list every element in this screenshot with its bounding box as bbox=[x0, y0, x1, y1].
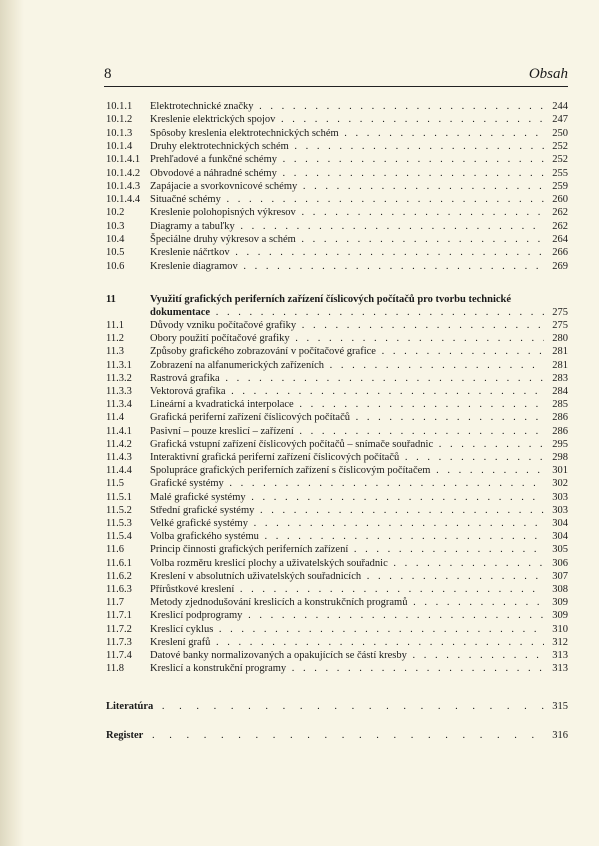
toc-number: 11.3 bbox=[106, 346, 124, 358]
toc-page: 285 bbox=[552, 399, 568, 411]
toc-number: 11.7.3 bbox=[106, 636, 132, 648]
toc-row bbox=[106, 319, 568, 332]
toc-row bbox=[106, 557, 568, 570]
toc-number: 11.6.2 bbox=[106, 570, 132, 582]
toc-page: 313 bbox=[552, 650, 568, 661]
toc-page: 260 bbox=[552, 194, 568, 206]
toc-row bbox=[106, 451, 568, 464]
toc-title: Grafické systémy . . . bbox=[150, 477, 544, 490]
toc-title: Malé grafické systémy . . . bbox=[150, 491, 544, 504]
toc-title: Vektorová grafika . . . bbox=[150, 385, 544, 398]
toc-title: Druhy elektrotechnických schém . . . bbox=[150, 140, 544, 153]
toc-number: 11.3.1 bbox=[106, 359, 132, 371]
toc-title: Volba rozměru kreslicí plochy a uživatelských souřadnic . . . bbox=[150, 557, 544, 570]
toc-row bbox=[106, 385, 568, 398]
toc-row bbox=[106, 477, 568, 490]
toc-row bbox=[106, 530, 568, 543]
toc-row bbox=[106, 609, 568, 622]
toc-title: Prehľadové a funkčné schémy . . . bbox=[150, 153, 544, 166]
toc-row bbox=[106, 464, 568, 477]
toc-title: Situačné schémy . . . bbox=[150, 193, 544, 206]
toc-number: 10.2 bbox=[106, 207, 125, 219]
toc-title: Kreslenie polohopisných výkresov . . . bbox=[150, 206, 544, 219]
toc-row bbox=[106, 167, 568, 180]
toc-page: 305 bbox=[552, 544, 568, 556]
toc-row bbox=[106, 583, 568, 596]
toc-number: 10.1.4 bbox=[106, 140, 133, 152]
toc-title: Přírůstkové kreslení . . . bbox=[150, 583, 544, 596]
toc-row bbox=[106, 180, 568, 193]
toc-page: 255 bbox=[552, 167, 568, 179]
toc-title: Kreslení grafů . . . bbox=[150, 636, 544, 649]
toc-page: 304 bbox=[552, 518, 568, 529]
toc-title: Velké grafické systémy . . . bbox=[150, 517, 544, 530]
toc-row bbox=[106, 345, 568, 358]
chapter-title-line2: dokumentace . . . bbox=[150, 306, 544, 319]
toc-page: 303 bbox=[552, 504, 568, 516]
toc-page: 281 bbox=[552, 359, 568, 371]
toc-number: 10.1.4.4 bbox=[106, 194, 141, 206]
toc-title: Kreslicí podprogramy . . . bbox=[150, 609, 544, 622]
toc-number: 10.5 bbox=[106, 247, 125, 259]
toc-title: Elektrotechnické značky . . . bbox=[150, 100, 544, 113]
toc-number: 10.1.4.2 bbox=[106, 167, 141, 179]
toc-row bbox=[106, 517, 568, 530]
toc-page: 313 bbox=[552, 663, 568, 675]
toc-page: 262 bbox=[552, 220, 568, 232]
toc-title: Obory použití počítačové grafiky . . . bbox=[150, 332, 544, 345]
toc-number: 10.1.1 bbox=[106, 101, 133, 112]
toc-title: Způsoby grafického zobrazování v počítačové grafice . . . bbox=[150, 345, 544, 358]
toc-number: 11.6.3 bbox=[106, 584, 132, 595]
toc-register bbox=[106, 729, 568, 742]
toc-row bbox=[106, 649, 568, 662]
toc-literatura bbox=[106, 700, 568, 713]
toc-row bbox=[106, 662, 568, 675]
toc-title: Střední grafické systémy . . . bbox=[150, 504, 544, 517]
toc-title: Volba grafického systému . . . bbox=[150, 530, 544, 543]
toc-page: 312 bbox=[552, 636, 568, 648]
toc-number: 10.6 bbox=[106, 260, 125, 272]
toc-number: 11.5.3 bbox=[106, 518, 132, 529]
toc-page: 310 bbox=[552, 623, 568, 635]
page-header bbox=[104, 66, 568, 84]
toc-row bbox=[106, 359, 568, 372]
toc-number: 11.4.4 bbox=[106, 465, 132, 477]
toc-title: Pasivní – pouze kreslicí – zařízení . . . bbox=[150, 425, 544, 438]
toc-page: 247 bbox=[552, 114, 568, 126]
toc-title: Diagramy a tabuľky . . . bbox=[150, 220, 544, 233]
toc-number: 11.7.2 bbox=[106, 623, 132, 635]
toc-number: 10.1.4.1 bbox=[106, 154, 141, 166]
toc-page: 280 bbox=[552, 333, 568, 345]
toc-title: Interaktivní grafická periferní zařízení číslicových počítačů . . . bbox=[150, 451, 544, 464]
page-number: 8 bbox=[104, 66, 112, 82]
toc-page: 266 bbox=[552, 247, 568, 259]
toc-page: 269 bbox=[552, 260, 568, 272]
toc-page: 309 bbox=[552, 610, 568, 622]
toc-row bbox=[106, 504, 568, 517]
toc-page: 252 bbox=[552, 154, 568, 166]
toc-page: 304 bbox=[552, 531, 568, 543]
toc-number: 11.2 bbox=[106, 333, 124, 345]
toc-title: Důvody vzniku počítačové grafiky . . . bbox=[150, 319, 544, 332]
toc-row bbox=[106, 438, 568, 451]
toc-title: Špeciálne druhy výkresov a schém . . . bbox=[150, 233, 544, 246]
toc-page: 302 bbox=[552, 478, 568, 490]
toc-row bbox=[106, 372, 568, 385]
toc-row bbox=[106, 140, 568, 153]
toc-page: 284 bbox=[552, 386, 568, 397]
toc-number: 11.7.4 bbox=[106, 650, 132, 661]
toc-number: 11.8 bbox=[106, 663, 124, 675]
header-rule bbox=[104, 86, 568, 87]
toc-page: 281 bbox=[552, 346, 568, 358]
toc-number: 10.1.2 bbox=[106, 114, 133, 126]
toc-page: 306 bbox=[552, 557, 568, 569]
toc-number: 11.5.2 bbox=[106, 504, 132, 516]
toc-page: 259 bbox=[552, 180, 568, 192]
toc-row bbox=[106, 491, 568, 504]
toc-row bbox=[106, 113, 568, 126]
toc-page: 283 bbox=[552, 372, 568, 384]
toc-page: 244 bbox=[552, 101, 568, 112]
toc-title: Kreslenie náčrtkov . . . bbox=[150, 246, 544, 259]
toc-row bbox=[106, 411, 568, 424]
toc-page: 275 bbox=[552, 320, 568, 331]
toc-row bbox=[106, 623, 568, 636]
toc-row bbox=[106, 636, 568, 649]
toc-row bbox=[106, 206, 568, 219]
toc-page: 262 bbox=[552, 207, 568, 219]
back-page: 316 bbox=[552, 730, 568, 741]
toc-title: Lineární a kvadratická interpolace . . . bbox=[150, 398, 544, 411]
toc-row bbox=[106, 193, 568, 206]
toc-number: 10.3 bbox=[106, 220, 125, 232]
toc-page: 264 bbox=[552, 234, 568, 245]
toc-number: 11.7 bbox=[106, 597, 124, 609]
toc-page: 303 bbox=[552, 491, 568, 503]
toc-title: Kreslenie diagramov . . . bbox=[150, 260, 544, 273]
book-binding-edge bbox=[0, 0, 24, 846]
toc-title: Spôsoby kreslenia elektrotechnických schém . . . bbox=[150, 127, 544, 140]
back-page: 315 bbox=[552, 701, 568, 712]
toc-page: 301 bbox=[552, 465, 568, 477]
toc-row bbox=[106, 246, 568, 259]
toc-page: 295 bbox=[552, 438, 568, 450]
toc-number: 10.4 bbox=[106, 234, 125, 245]
toc-title: Zapájacie a svorkovnicové schémy . . . bbox=[150, 180, 544, 193]
toc-page: 286 bbox=[552, 425, 568, 437]
toc-title: Obvodové a náhradné schémy . . . bbox=[150, 167, 544, 180]
toc-page: 307 bbox=[552, 570, 568, 582]
toc-row bbox=[106, 398, 568, 411]
toc-number: 11.3.4 bbox=[106, 399, 132, 411]
back-title: Register . . . bbox=[106, 729, 544, 742]
toc-row bbox=[106, 332, 568, 345]
chapter-page: 275 bbox=[552, 307, 568, 318]
toc-row bbox=[106, 543, 568, 556]
toc-title: Zobrazení na alfanumerických zařízeních . . . bbox=[150, 359, 544, 372]
toc-number: 11.5 bbox=[106, 478, 124, 490]
toc-page: 308 bbox=[552, 584, 568, 595]
toc-number: 11.4.1 bbox=[106, 425, 132, 437]
toc-title: Kreslicí a konstrukční programy . . . bbox=[150, 662, 544, 675]
toc-row bbox=[106, 100, 568, 113]
toc-number: 11.4.2 bbox=[106, 438, 132, 450]
toc-title: Metody zjednodušování kreslicích a konstrukčních programů . . . bbox=[150, 596, 544, 609]
toc-title: Grafická periferní zařízení číslicových počítačů . . . bbox=[150, 411, 544, 424]
toc-number: 10.1.4.3 bbox=[106, 180, 141, 192]
toc-page: 298 bbox=[552, 452, 568, 463]
toc-title: Datové banky normalizovaných a opakujících se částí kresby . . . bbox=[150, 649, 544, 662]
toc-number: 11.6 bbox=[106, 544, 124, 556]
toc-title: Kreslení v absolutních uživatelských souřadnicích . . . bbox=[150, 570, 544, 583]
toc-page: 286 bbox=[552, 412, 568, 424]
toc-row bbox=[106, 596, 568, 609]
toc-row bbox=[106, 570, 568, 583]
toc-row bbox=[106, 425, 568, 438]
toc-number: 11.1 bbox=[106, 320, 124, 331]
toc-title: Kreslenie elektrických spojov . . . bbox=[150, 113, 544, 126]
back-title: Literatúra . . . bbox=[106, 700, 544, 713]
toc-number: 11.6.1 bbox=[106, 557, 132, 569]
toc-number: 11.7.1 bbox=[106, 610, 132, 622]
toc-title: Grafická vstupní zařízení číslicových počítačů – snímače souřadnic . . . bbox=[150, 438, 544, 451]
toc-row bbox=[106, 260, 568, 273]
toc-number: 11.3.2 bbox=[106, 372, 132, 384]
toc-title: Princip činnosti grafických periferních zařízení . . . bbox=[150, 543, 544, 556]
toc-page: 250 bbox=[552, 127, 568, 139]
chapter-title bbox=[150, 293, 568, 319]
toc-row bbox=[106, 127, 568, 140]
toc-page: 252 bbox=[552, 140, 568, 152]
toc-row bbox=[106, 233, 568, 246]
toc-number: 10.1.3 bbox=[106, 127, 133, 139]
toc-number: 11.5.4 bbox=[106, 531, 132, 543]
toc-row bbox=[106, 220, 568, 233]
toc-row bbox=[106, 153, 568, 166]
running-title: Obsah bbox=[528, 66, 568, 82]
toc-title: Kreslicí cyklus . . . bbox=[150, 623, 544, 636]
toc-number: 11.5.1 bbox=[106, 491, 132, 503]
toc-title: Rastrová grafika . . . bbox=[150, 372, 544, 385]
toc-page: 309 bbox=[552, 597, 568, 609]
chapter-number: 11 bbox=[106, 294, 116, 305]
toc-number: 11.4.3 bbox=[106, 452, 132, 463]
chapter-title-line1: Využití grafických periferních zařízení číslicových počítačů pro tvorbu technické bbox=[150, 294, 512, 305]
toc-number: 11.4 bbox=[106, 412, 124, 424]
toc-title: Spolupráce grafických periferních zařízení s číslicovým počítačem . . . bbox=[150, 464, 544, 477]
toc-number: 11.3.3 bbox=[106, 386, 132, 397]
